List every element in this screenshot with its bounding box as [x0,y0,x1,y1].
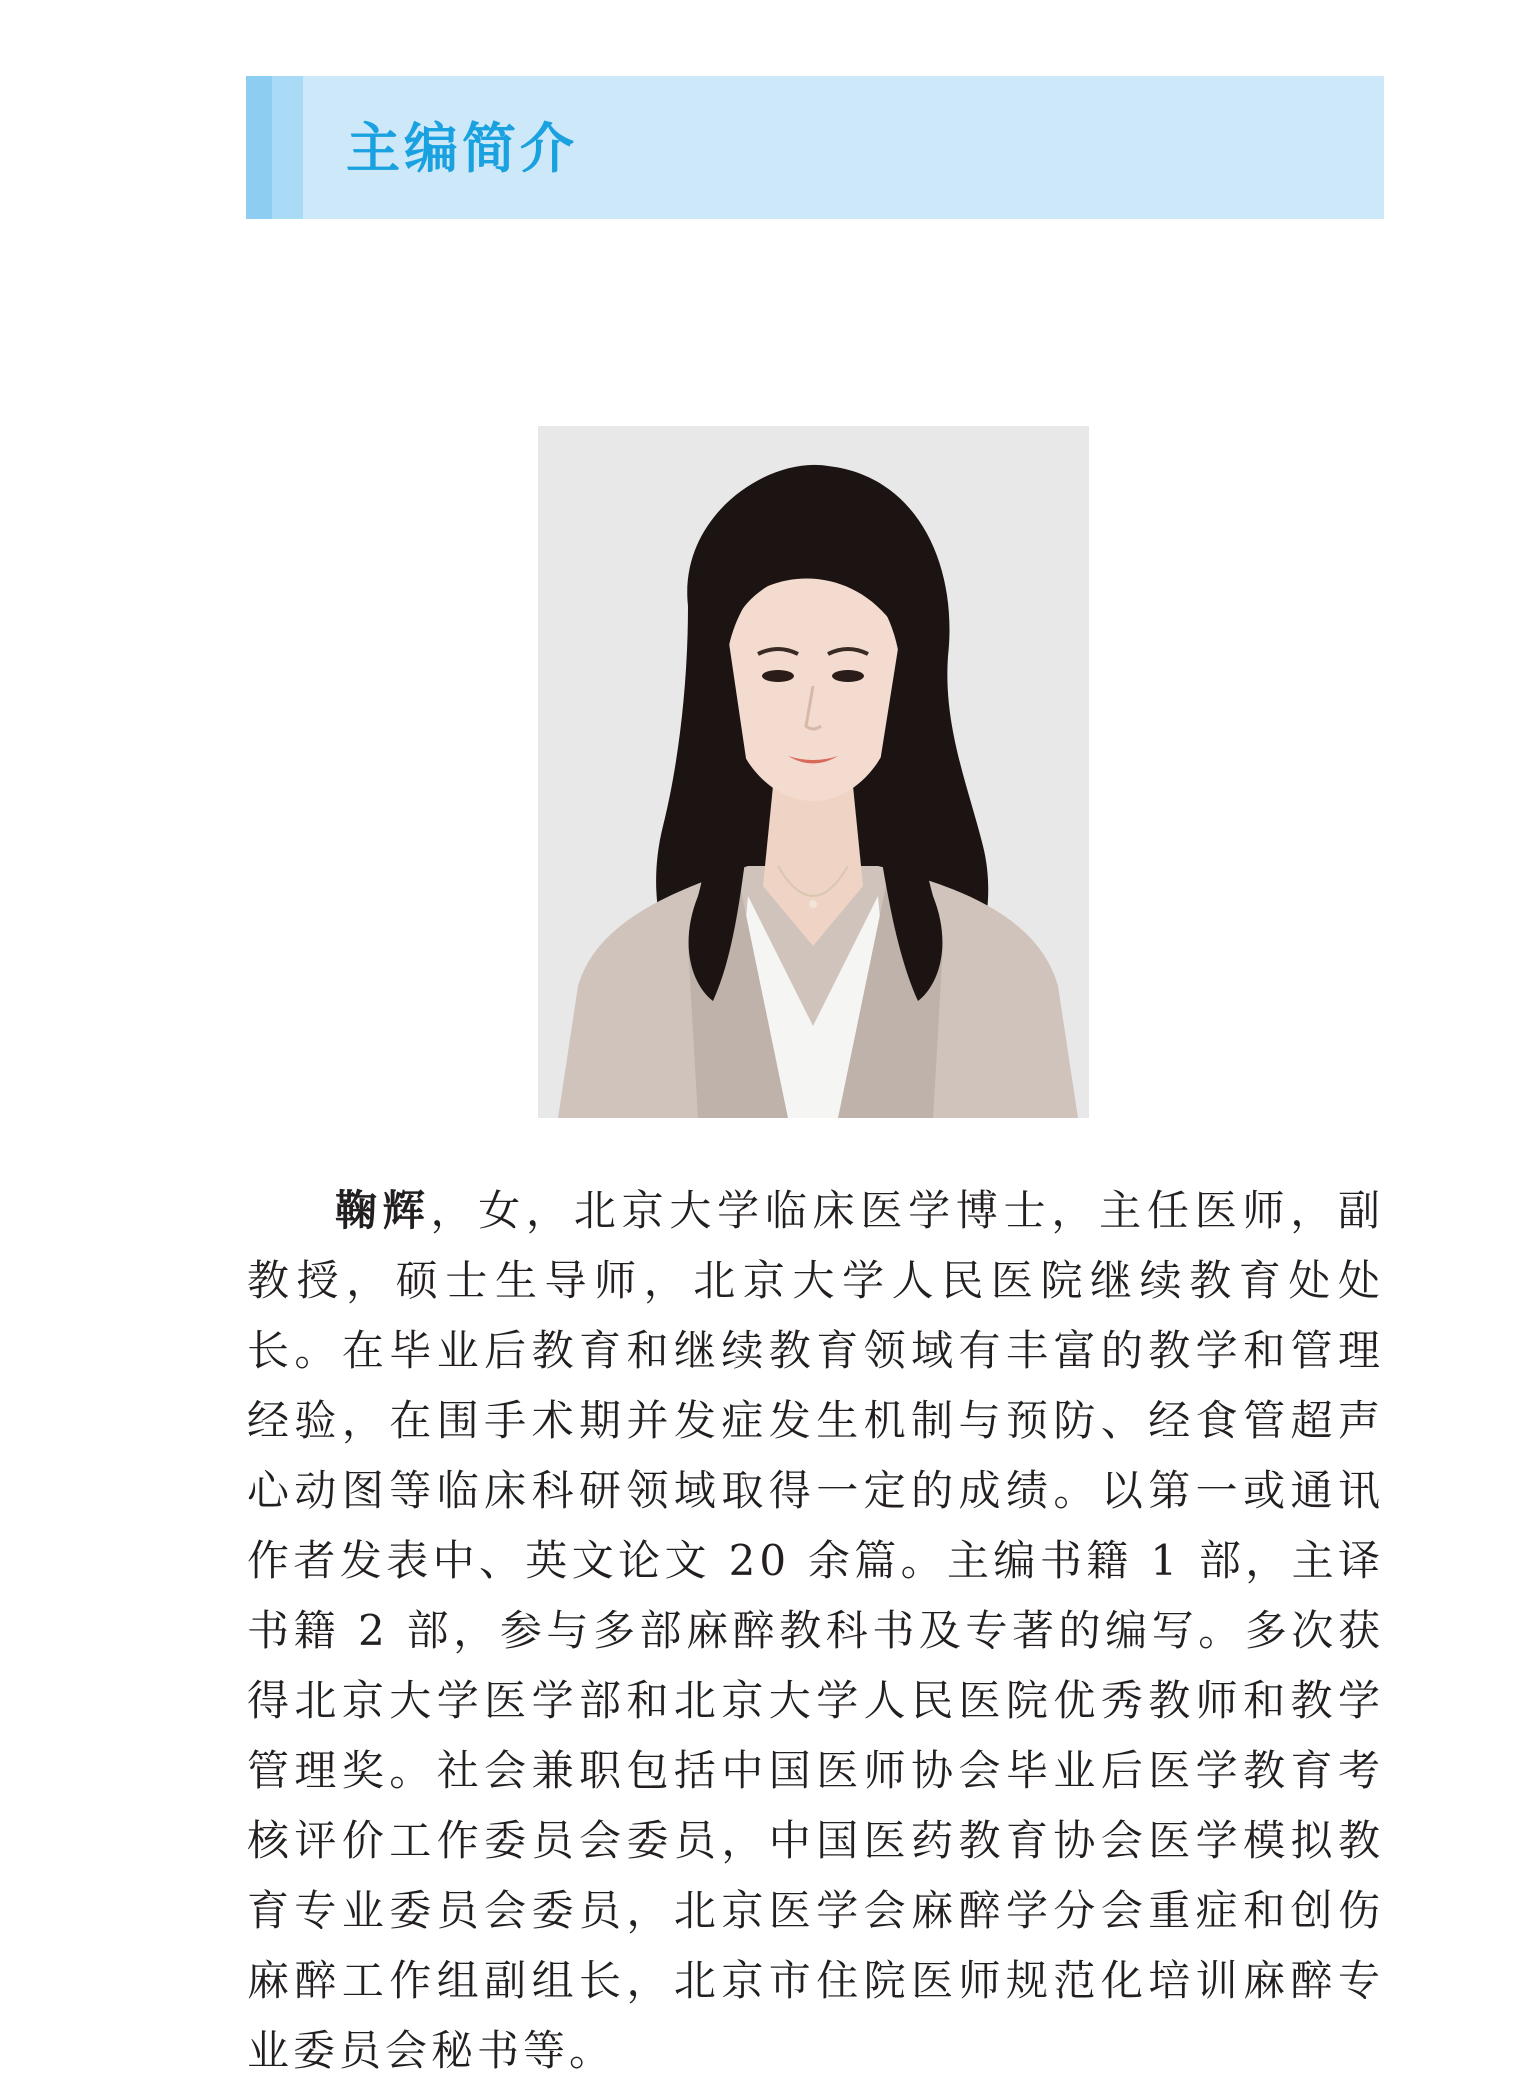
section-title: 主编简介 [346,117,578,180]
header-accent-bar [246,76,303,219]
section-header-banner [246,76,1384,219]
author-bio [247,1176,1384,2086]
author-name: 鞠辉 [335,1186,431,1235]
portrait-photo [538,426,1089,1118]
header-accent-inner [272,76,303,219]
author-bio-text: ，女，北京大学临床医学博士，主任医师，副教授，硕士生导师，北京大学人民医院继续教育处处长。在毕业后教育和继续教育领域有丰富的教学和管理经验，在围手术期并发症发生机制与预防、经食管超声心动图等临床科研领域取得一定的成绩。以第一或通讯作者发表中、英文论文 20 余篇。主编书籍 1 部，主译书籍 2 部，参与多部麻醉教科书及专著的编写。多次获得北京大学医学部和北京大学人民医院优秀教师和教学管理奖。社会兼职包括中国医师协会毕业后医学教育考核评价工作委员会委员，中国医药教育协会医学模拟教育专业委员会委员，北京医学会麻醉学分会重症和创伤麻醉工作组副组长，北京市住院医师规范化培训麻醉专业委员会秘书等。 [247,1186,1384,2075]
portrait-icon [538,426,1089,1118]
